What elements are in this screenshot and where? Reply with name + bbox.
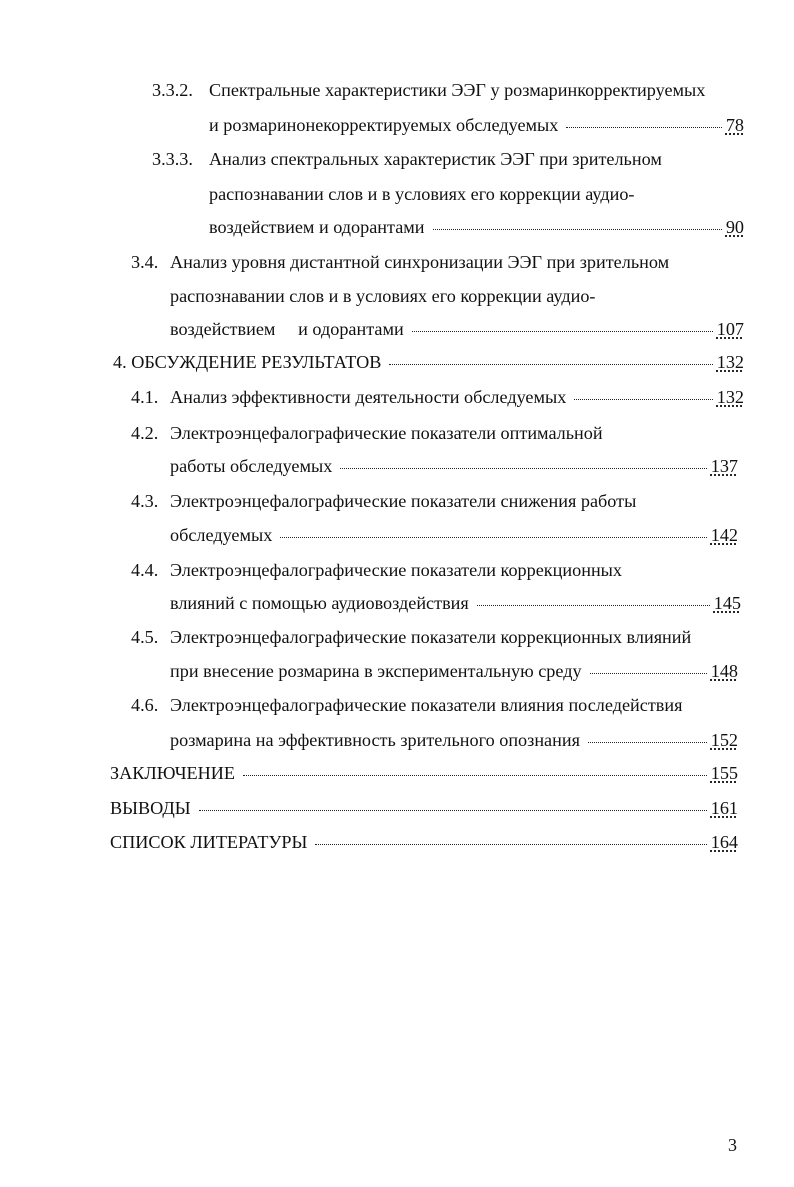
toc-text: Электроэнцефалографические показатели коррекционных влияний (170, 627, 692, 647)
toc-number: 4.3. (131, 491, 159, 511)
toc-number: 4.5. (131, 627, 159, 647)
dot-leader (412, 331, 713, 332)
toc-text: работы обследуемых (170, 456, 333, 476)
toc-text: влияний с помощью аудиовоздействия (170, 593, 469, 613)
toc-page-number: 90 (725, 217, 744, 237)
toc-fill-row (209, 216, 744, 238)
toc-text: Анализ спектральных характеристик ЭЭГ при зрительном (209, 149, 662, 169)
toc-fill-row (170, 592, 741, 614)
toc-page-number: 142 (710, 525, 738, 545)
toc-page-number: 137 (710, 456, 738, 476)
toc-text: Спектральные характеристики ЭЭГ у розмаринкорректируемых (209, 80, 706, 100)
toc-page-number: 148 (710, 661, 738, 681)
toc-fill-row (170, 729, 738, 751)
toc-text: Анализ уровня дистантной синхронизации ЭЭГ при зрительном (170, 252, 670, 272)
dot-leader (243, 775, 707, 776)
dot-leader (433, 229, 722, 230)
toc-text: Электроэнцефалографические показатели снижения работы (170, 491, 637, 511)
toc-fill-row (170, 660, 738, 682)
toc-page-number: 107 (716, 319, 744, 339)
toc-text: Анализ эффективности деятельности обследуемых (170, 387, 567, 407)
toc-text: Электроэнцефалографические показатели коррекционных (170, 560, 622, 580)
toc-number: 4.2. (131, 423, 159, 443)
toc-text: Электроэнцефалографические показатели влияния последействия (170, 695, 683, 715)
toc-fill-row (209, 114, 744, 136)
toc-fill-row (113, 351, 744, 373)
dot-leader (574, 399, 712, 400)
dot-leader (566, 127, 721, 128)
toc-text: 4. ОБСУЖДЕНИЕ РЕЗУЛЬТАТОВ (113, 352, 382, 372)
toc-text: СПИСОК ЛИТЕРАТУРЫ (110, 832, 308, 852)
dot-leader (280, 537, 706, 538)
toc-text: и розмаринонекорректируемых обследуемых (209, 115, 559, 135)
toc-text: ВЫВОДЫ (110, 798, 191, 818)
toc-number: 4.1. (131, 387, 159, 407)
toc-text: обследуемых (170, 525, 273, 545)
toc-page-number: 161 (710, 798, 738, 818)
toc-page-number: 78 (725, 115, 744, 135)
toc-text: распознавании слов и в условиях его коррекции аудио- (170, 286, 596, 306)
toc-text: ЗАКЛЮЧЕНИЕ (110, 763, 236, 783)
toc-text: распознавании слов и в условиях его коррекции аудио- (209, 184, 635, 204)
toc-number: 3.3.2. (152, 80, 193, 100)
toc-text: воздействием и одорантами (170, 319, 404, 339)
page-number: 3 (728, 1135, 737, 1155)
toc-page-number: 155 (710, 763, 738, 783)
toc-text: при внесение розмарина в экспериментальную среду (170, 661, 582, 681)
dot-leader (315, 844, 706, 845)
toc-fill-row (170, 386, 744, 408)
toc-number: 3.3.3. (152, 149, 193, 169)
toc-fill-row (170, 455, 738, 477)
toc-fill-row (170, 524, 738, 546)
dot-leader (199, 810, 707, 811)
toc-page-number: 145 (713, 593, 741, 613)
toc-text: Электроэнцефалографические показатели оптимальной (170, 423, 603, 443)
toc-text: воздействием и одорантами (209, 217, 425, 237)
toc-text: розмарина на эффективность зрительного опознания (170, 730, 580, 750)
dot-leader (588, 742, 707, 743)
toc-number: 4.4. (131, 560, 159, 580)
toc-fill-row (110, 831, 738, 853)
toc-page-number: 132 (716, 352, 744, 372)
toc-number: 3.4. (131, 252, 159, 272)
toc-fill-row (170, 318, 744, 340)
toc-number: 4.6. (131, 695, 159, 715)
dot-leader (389, 364, 712, 365)
dot-leader (340, 468, 706, 469)
toc-page-number: 164 (710, 832, 738, 852)
dot-leader (477, 605, 710, 606)
toc-fill-row (110, 762, 738, 784)
toc-page-number: 152 (710, 730, 738, 750)
toc-fill-row (110, 797, 738, 819)
toc-page-number: 132 (716, 387, 744, 407)
dot-leader (590, 673, 707, 674)
